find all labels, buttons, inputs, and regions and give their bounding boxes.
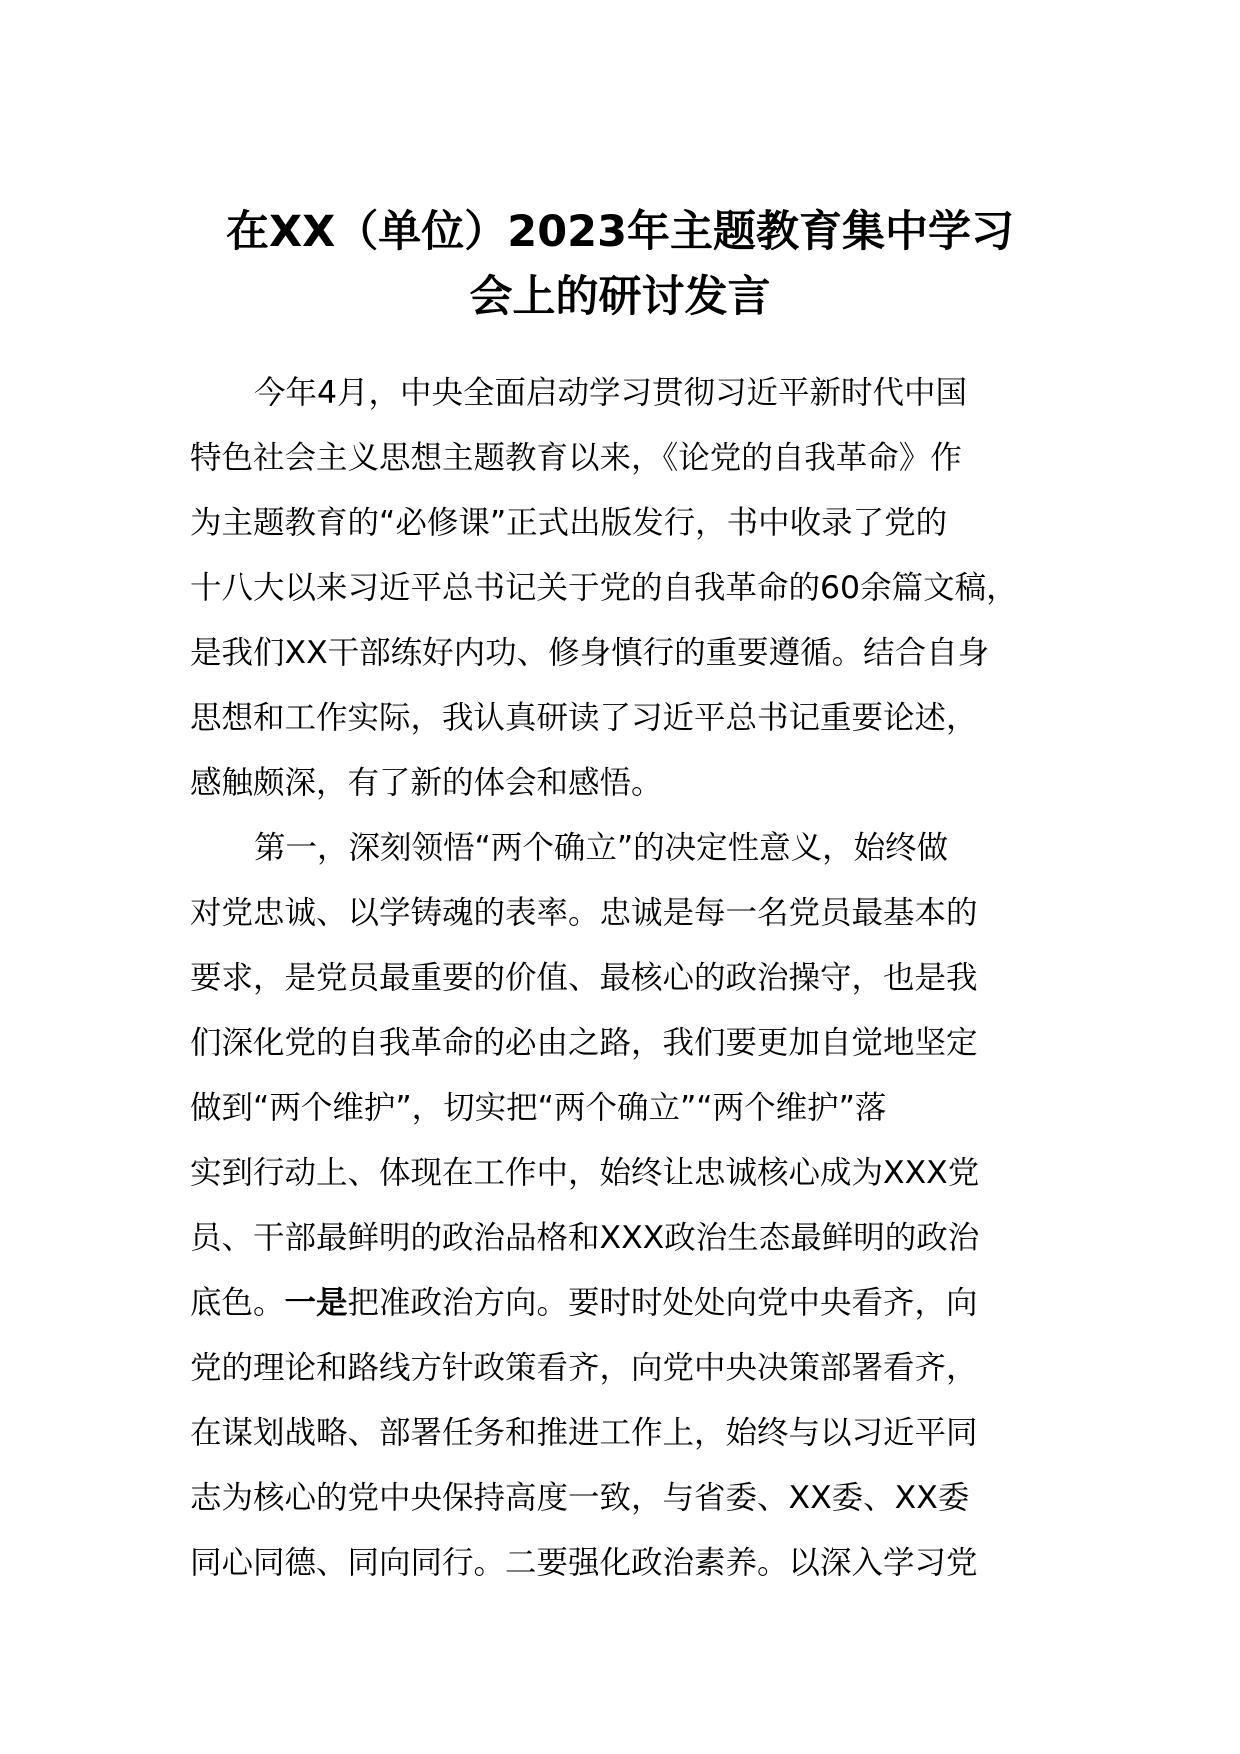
paragraph-1-line-1: 今年4月，中央全面启动学习贯彻习近平新时代中国 (254, 375, 968, 411)
title-line-1: 在XX（单位）2023年主题教育集中学习 (226, 207, 1014, 257)
line-8-pre: 底色。 (190, 1285, 285, 1321)
title-line-2: 会上的研讨发言 (469, 272, 771, 322)
bold-marker-yi-shi: 一是 (284, 1285, 348, 1321)
paragraph-2-line-3: 要求，是党员最重要的价值、最核心的政治操守，也是我 (190, 960, 978, 996)
paragraph-2-line-11: 志为核心的党中央保持高度一致，与省委、XX委、XX委 (190, 1480, 970, 1516)
paragraph-1-line-4: 十八大以来习近平总书记关于党的自我革命的60余篇文稿， (190, 570, 1018, 606)
paragraph-2-line-4: 们深化党的自我革命的必由之路，我们要更加自觉地坚定 (190, 1025, 978, 1061)
paragraph-2-line-7: 员、干部最鲜明的政治品格和XXX政治生态最鲜明的政治 (190, 1220, 980, 1256)
document-title (160, 200, 1080, 330)
paragraph-1-line-5: 是我们XX干部练好内功、修身慎行的重要遵循。结合自身 (190, 635, 990, 671)
line-8-post: 把准政治方向。要时时处处向党中央看齐，向 (347, 1285, 978, 1321)
paragraph-2-line-9: 党的理论和路线方针政策看齐，向党中央决策部署看齐， (190, 1350, 978, 1386)
paragraph-2-line-2: 对党忠诚、以学铸魂的表率。忠诚是每一名党员最基本的 (190, 895, 978, 931)
paragraph-2-line-1: 第一，深刻领悟“两个确立”的决定性意义，始终做 (254, 830, 949, 866)
paragraph-2-line-12: 同心同德、同向同行。二要强化政治素养。以深入学习党 (190, 1545, 978, 1581)
paragraph-1-line-7: 感触颇深，有了新的体会和感悟。 (190, 765, 663, 801)
paragraph-2-line-10: 在谋划战略、部署任务和推进工作上，始终与以习近平同 (190, 1415, 978, 1451)
paragraph-1-line-6: 思想和工作实际，我认真研读了习近平总书记重要论述， (190, 700, 978, 736)
paragraph-1-line-2: 特色社会主义思想主题教育以来，《论党的自我革命》作 (190, 440, 962, 476)
paragraph-1-line-3: 为主题教育的“必修课”正式出版发行，书中收录了党的 (190, 505, 948, 541)
paragraph-2-line-8 (190, 1271, 1090, 1336)
paragraph-2-line-5: 做到“两个维护”，切实把“两个确立”“两个维护”落 (190, 1090, 887, 1126)
document-body (190, 361, 1090, 1596)
paragraph-2-line-6: 实到行动上、体现在工作中，始终让忠诚核心成为XXX党 (190, 1155, 980, 1191)
